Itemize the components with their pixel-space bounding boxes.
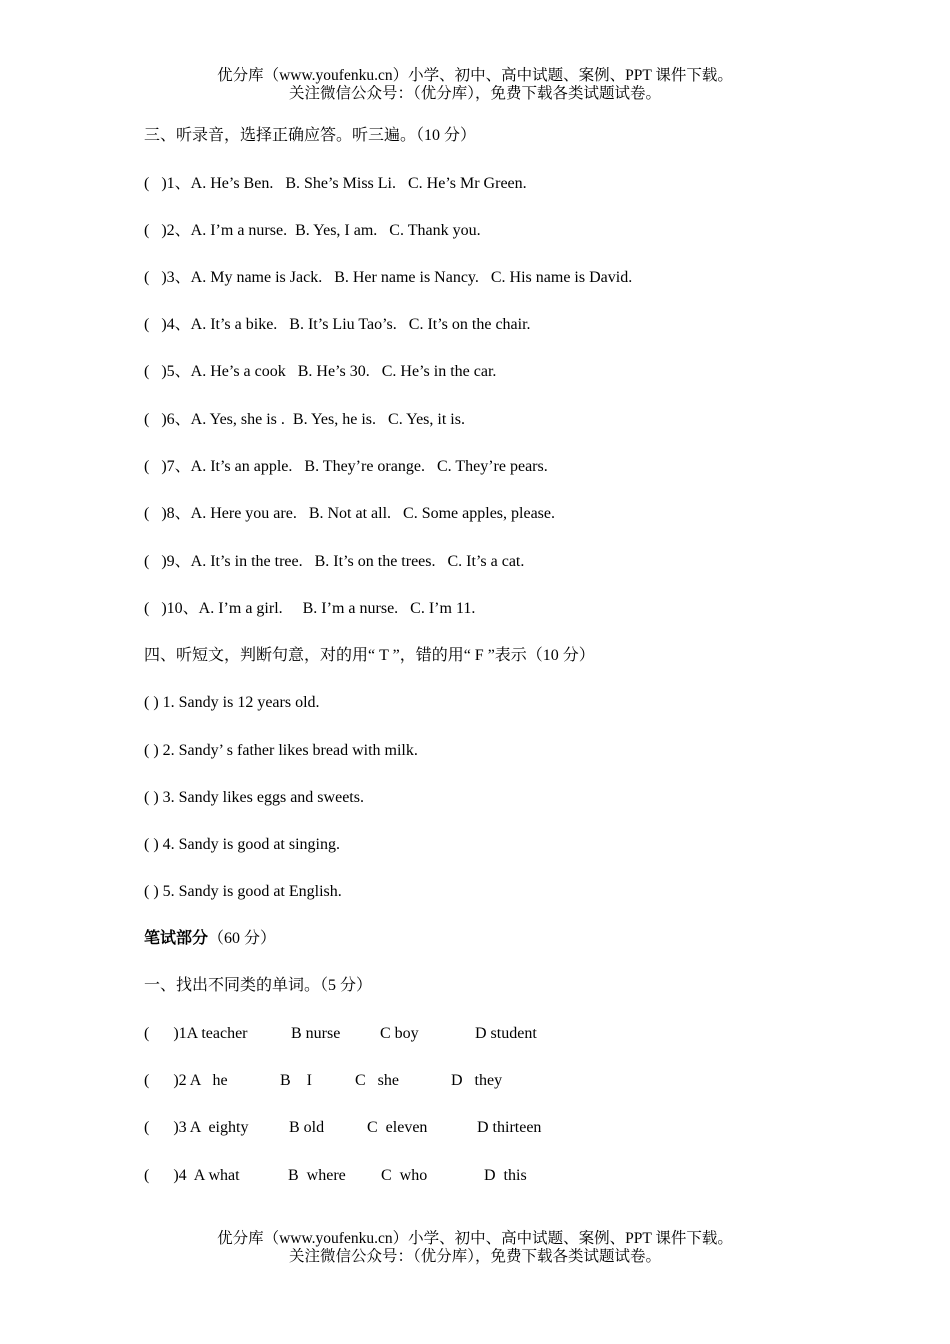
footer-line-2: 关注微信公众号：（优分库），免费下载各类试题试卷。 bbox=[288, 1248, 661, 1265]
question-item: ( )9、A. It’s in the tree. B. It’s on the trees. C. It’s a cat. bbox=[144, 553, 525, 570]
written-title-points: （60 分） bbox=[208, 930, 277, 947]
question-item: ( )2、A. I’m a nurse. B. Yes, I am. C. Thank you. bbox=[144, 222, 481, 239]
footer-line-1: 优分库（www.youfenku.cn）小学、初中、高中试题、案例、PPT 课件下载。 bbox=[217, 1230, 733, 1247]
word-option-c: C who bbox=[381, 1167, 428, 1184]
written-title-bold: 笔试部分 bbox=[144, 930, 209, 947]
word-option-d: D this bbox=[484, 1167, 527, 1184]
word-row-number: ( )1A teacher bbox=[144, 1025, 248, 1042]
page-footer bbox=[0, 1230, 950, 1266]
question-item: ( )4、A. It’s a bike. B. It’s Liu Tao’s. C. It’s on the chair. bbox=[144, 316, 531, 333]
word-row-number: ( )2 A he bbox=[144, 1072, 228, 1089]
question-item: ( )6、A. Yes, she is . B. Yes, he is. C. Yes, it is. bbox=[144, 411, 465, 428]
section-4-title: 四、听短文，判断句意，对的用“ T ”，错的用“ F ”表示（10 分） bbox=[144, 647, 595, 664]
question-item: ( )7、A. It’s an apple. B. They’re orange. C. They’re pears. bbox=[144, 458, 548, 475]
word-option-c: C she bbox=[355, 1072, 399, 1089]
true-false-item: ( ) 4. Sandy is good at singing. bbox=[144, 836, 340, 853]
true-false-item: ( ) 3. Sandy likes eggs and sweets. bbox=[144, 789, 364, 806]
word-option-c: C boy bbox=[380, 1025, 419, 1042]
word-row bbox=[144, 1071, 744, 1091]
word-option-b: B old bbox=[289, 1119, 325, 1136]
section-3-title: 三、听录音，选择正确应答。听三遍。（10 分） bbox=[144, 127, 477, 144]
word-option-b: B nurse bbox=[291, 1025, 341, 1042]
true-false-item: ( ) 5. Sandy is good at English. bbox=[144, 883, 342, 900]
word-option-d: D student bbox=[475, 1025, 537, 1042]
word-row bbox=[144, 1118, 744, 1138]
word-option-d: D they bbox=[451, 1072, 503, 1089]
word-row bbox=[144, 1024, 744, 1044]
question-item: ( )3、A. My name is Jack. B. Her name is Nancy. C. His name is David. bbox=[144, 269, 633, 286]
question-item: ( )8、A. Here you are. B. Not at all. C. Some apples, please. bbox=[144, 505, 556, 522]
true-false-item: ( ) 2. Sandy’ s father likes bread with milk. bbox=[144, 742, 418, 759]
written-section-title bbox=[144, 929, 276, 949]
word-option-b: B I bbox=[280, 1072, 312, 1089]
word-row bbox=[144, 1166, 744, 1186]
word-row-number: ( )4 A what bbox=[144, 1167, 240, 1184]
question-item: ( )5、A. He’s a cook B. He’s 30. C. He’s in the car. bbox=[144, 363, 497, 380]
true-false-item: ( ) 1. Sandy is 12 years old. bbox=[144, 694, 320, 711]
part-1-title: 一、找出不同类的单词。（5 分） bbox=[144, 977, 373, 994]
word-option-c: C eleven bbox=[367, 1119, 428, 1136]
header-line-1: 优分库（www.youfenku.cn）小学、初中、高中试题、案例、PPT 课件下载。 bbox=[217, 67, 733, 84]
page-header-top bbox=[0, 67, 950, 103]
question-item: ( )10、A. I’m a girl. B. I’m a nurse. C. I’m 11. bbox=[144, 600, 476, 617]
header-line-2: 关注微信公众号：（优分库），免费下载各类试题试卷。 bbox=[288, 85, 661, 102]
word-row-number: ( )3 A eighty bbox=[144, 1119, 249, 1136]
word-option-b: B where bbox=[288, 1167, 346, 1184]
word-option-d: D thirteen bbox=[477, 1119, 542, 1136]
question-item: ( )1、A. He’s Ben. B. She’s Miss Li. C. He’s Mr Green. bbox=[144, 175, 527, 192]
